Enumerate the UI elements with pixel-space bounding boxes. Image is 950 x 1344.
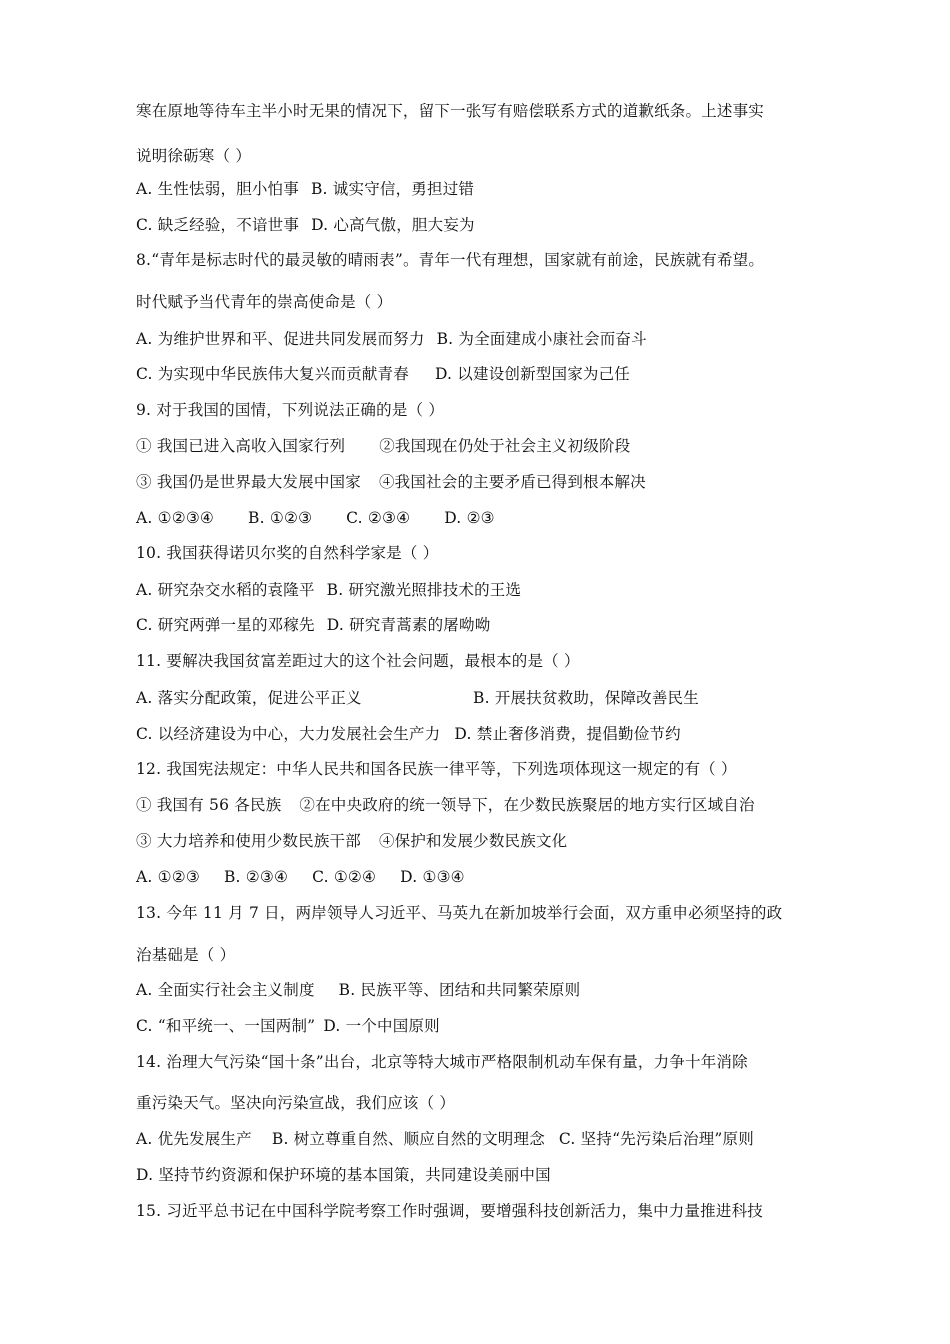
q7-option-b: B. 诚实守信，勇担过错 — [310, 180, 475, 198]
q8-options-cd — [136, 364, 826, 384]
q9-item-2: ②我国现在仍处于社会主义初级阶段 — [379, 437, 631, 455]
q7-option-a: A. 生性怯弱，胆小怕事 — [136, 180, 299, 198]
q11-options-cd — [136, 724, 826, 744]
q7-option-d: D. 心高气傲，胆大妄为 — [311, 216, 475, 234]
q7-options-ab — [136, 179, 826, 199]
q10-option-a: A. 研究杂交水稻的袁隆平 — [136, 581, 315, 599]
q11-option-d: D. 禁止奢侈消费，提倡勤俭节约 — [454, 725, 681, 743]
q10-option-b: B. 研究激光照排技术的王选 — [326, 581, 522, 599]
q9-stem: 9. 对于我国的国情，下列说法正确的是（ ） — [136, 401, 445, 419]
q13-option-a: A. 全面实行社会主义制度 — [136, 981, 315, 999]
q9-items-34 — [136, 472, 826, 492]
q12-item-4: ④保护和发展少数民族文化 — [378, 832, 568, 850]
q13-option-d: D. 一个中国原则 — [323, 1017, 440, 1035]
q8-option-b: B. 为全面建成小康社会而奋斗 — [436, 330, 647, 348]
q7-options-cd — [136, 215, 826, 235]
q13-stem-line2: 治基础是（ ） — [136, 946, 236, 964]
q12-option-b: B. ②③④ — [223, 868, 289, 886]
q11-options-ab — [136, 688, 826, 708]
q12-option-c: C. ①②④ — [312, 868, 377, 886]
q13-option-c: C. “和平统一、一国两制” — [136, 1017, 316, 1035]
q9-item-4: ④我国社会的主要矛盾已得到根本解决 — [378, 473, 646, 491]
q8-stem-line2: 时代赋予当代青年的崇高使命是（ ） — [136, 293, 393, 311]
q10-options-ab — [136, 580, 826, 600]
q11-stem: 11. 要解决我国贫富差距过大的这个社会问题，最根本的是（ ） — [136, 652, 580, 670]
q12-items-12 — [136, 795, 826, 815]
q14-option-a: A. 优先发展生产 — [136, 1130, 252, 1148]
q9-item-1: ① 我国已进入高收入国家行列 — [136, 437, 346, 455]
q12-item-3: ③ 大力培养和使用少数民族干部 — [136, 832, 361, 850]
q9-options — [136, 508, 826, 528]
q9-item-3: ③ 我国仍是世界最大发展中国家 — [136, 473, 361, 491]
q7-option-c: C. 缺乏经验，不谙世事 — [136, 216, 300, 234]
q8-options-ab — [136, 329, 826, 349]
q15-stem-line1: 15. 习近平总书记在中国科学院考察工作时强调，要增强科技创新活力，集中力量推进科技 — [136, 1202, 763, 1220]
q9-option-a: A. ①②③④ — [136, 509, 215, 527]
q13-options-cd — [136, 1016, 826, 1036]
q14-option-c: C. 坚持“先污染后治理”原则 — [558, 1130, 754, 1148]
q9-option-b: B. ①②③ — [248, 509, 313, 527]
q9-option-c: C. ②③④ — [346, 509, 411, 527]
q12-items-34 — [136, 831, 826, 851]
q11-option-a: A. 落实分配政策，促进公平正义 — [136, 689, 362, 707]
q8-option-a: A. 为维护世界和平、促进共同发展而努力 — [136, 330, 425, 348]
q14-options-abc — [136, 1129, 826, 1149]
q14-option-b: B. 树立尊重自然、顺应自然的文明理念 — [271, 1130, 545, 1148]
q12-item-1: ① 我国有 56 各民族 — [136, 796, 282, 814]
q12-option-d: D. ①③④ — [400, 868, 465, 886]
q12-option-a: A. ①②③ — [136, 868, 200, 886]
q13-options-ab — [136, 980, 826, 1000]
q13-option-b: B. 民族平等、团结和共同繁荣原则 — [338, 981, 581, 999]
q12-options — [136, 867, 826, 887]
q8-option-d: D. 以建设创新型国家为己任 — [434, 365, 630, 383]
q12-item-2: ②在中央政府的统一领导下，在少数民族聚居的地方实行区域自治 — [299, 796, 755, 814]
q10-stem: 10. 我国获得诺贝尔奖的自然科学家是（ ） — [136, 544, 439, 562]
q9-option-d: D. ②③ — [444, 509, 495, 527]
q10-option-d: D. 研究青蒿素的屠呦呦 — [326, 616, 491, 634]
q12-stem: 12. 我国宪法规定：中华人民共和国各民族一律平等，下列选项体现这一规定的有（ ） — [136, 760, 737, 778]
q14-option-d: D. 坚持节约资源和保护环境的基本国策，共同建设美丽中国 — [136, 1166, 551, 1184]
q14-stem-line2: 重污染天气。坚决向污染宣战，我们应该（ ） — [136, 1094, 456, 1112]
q11-option-c: C. 以经济建设为中心，大力发展社会生产力 — [136, 725, 441, 743]
q9-items-12 — [136, 436, 826, 456]
q7-stem-line2: 说明徐砺寒（ ） — [136, 147, 252, 165]
q11-option-b: B. 开展扶贫救助，保障改善民生 — [473, 689, 699, 707]
q8-option-c: C. 为实现中华民族伟大复兴而贡献青春 — [136, 365, 409, 383]
q10-option-c: C. 研究两弹一星的邓稼先 — [136, 616, 315, 634]
q13-stem-line1: 13. 今年 11 月 7 日，两岸领导人习近平、马英九在新加坡举行会面，双方重申必须坚持的政 — [136, 904, 783, 922]
q8-stem-line1: 8.“青年是标志时代的最灵敏的晴雨表”。青年一代有理想，国家就有前途，民族就有希望。 — [136, 251, 765, 269]
q7-stem-line1: 寒在原地等待车主半小时无果的情况下，留下一张写有赔偿联系方式的道歉纸条。上述事实 — [136, 102, 765, 120]
q10-options-cd — [136, 615, 826, 635]
q14-stem-line1: 14. 治理大气污染“国十条”出台，北京等特大城市严格限制机动车保有量，力争十年消除 — [136, 1053, 748, 1071]
